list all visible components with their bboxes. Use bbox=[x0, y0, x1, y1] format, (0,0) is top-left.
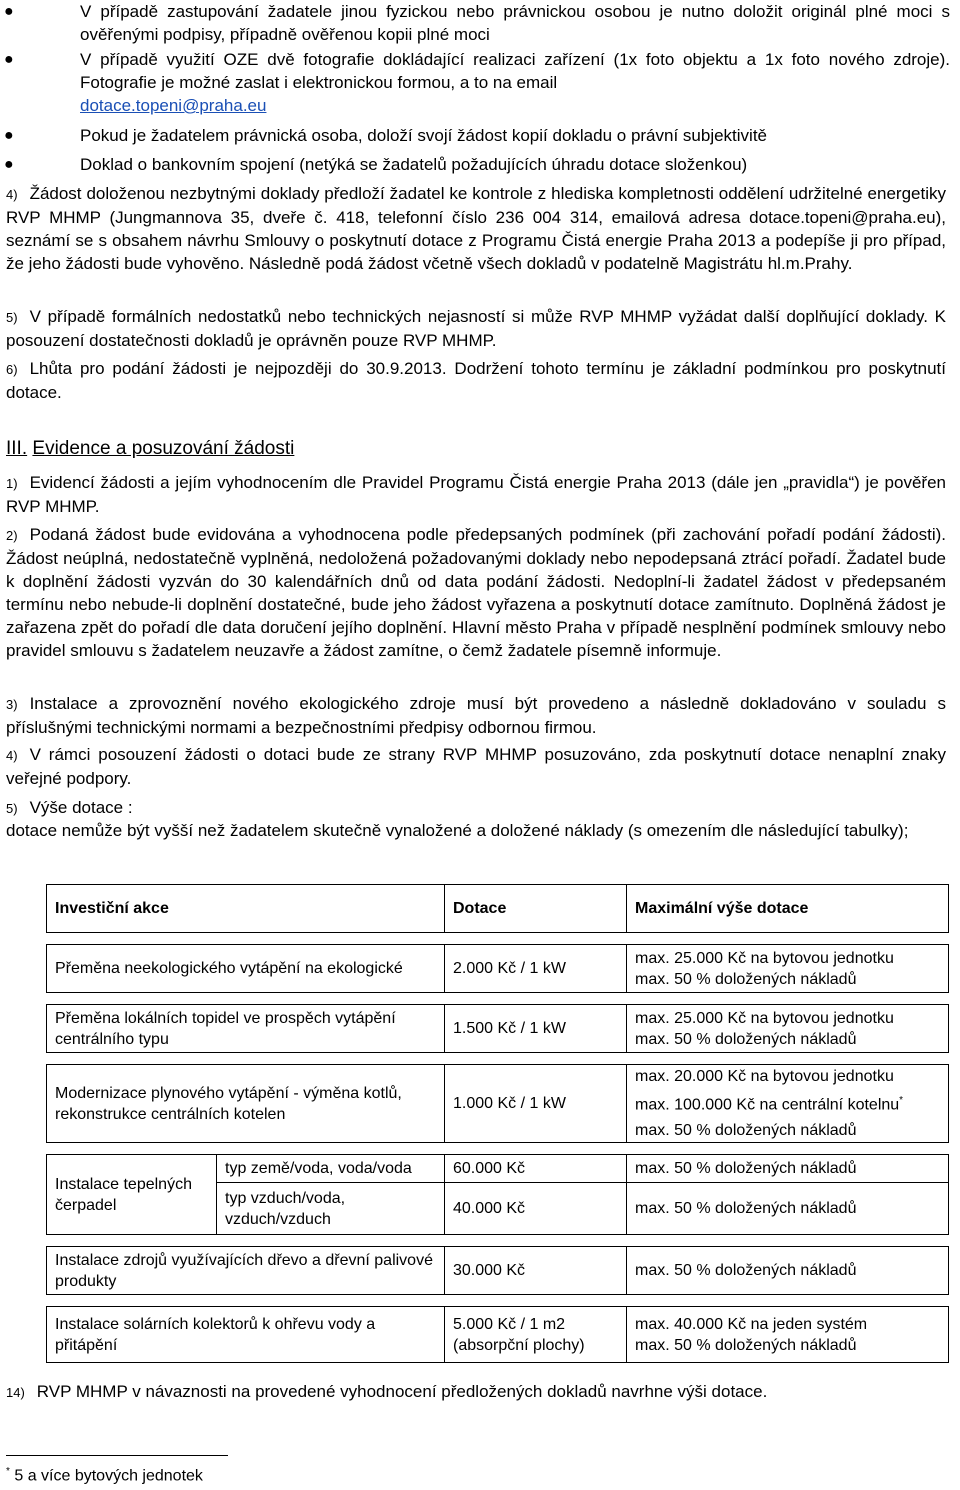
paragraph-14: 14) RVP MHMP v návaznosti na provedené vyhodnocení předložených dokladů navrhne výši dotace. bbox=[6, 1382, 768, 1401]
table-row: Instalace zdrojů využívajících dřevo a dřevní palivové produkty 30.000 Kč max. 50 % doložených nákladů bbox=[47, 1247, 949, 1295]
table-row: Modernizace plynového vytápění - výměna kotlů, rekonstrukce centrálních kotelen 1.000 Kč / 1 kW max. 20.000 Kč na bytovou jednotku max. 100.000 Kč na centrální kotelnu* max. 50 % doložených nákladů bbox=[47, 1065, 949, 1143]
table-row: Přeměna lokálních topidel ve prospěch vytápění centrálního typu 1.500 Kč / 1 kW max. 25.000 Kč na bytovou jednotku max. 50 % doložených nákladů bbox=[47, 1005, 949, 1053]
section-paragraph-2: 2) Podaná žádost bude evidována a vyhodnocena podle předepsaných podmínek (při zachování pořadí podání žádosti). Žádost neúplná, nedostatečně vyplněná, nedoložená požadovanými doklady nebo nepodepsaná ztrácí pořadí. Žadatel bude k doplnění žádosti vyzván do 30 kalendářních dnů od data podání žádosti. Nedoplní-li žadatel žádost v předepsaném termínu nebo nebude-li doplnění dostatečné, bude jeho žádost vyřazena a poskytnutí dotace zamítnuto. Doplněná žádost je zařazena zpět do pořadí dle data doručení jejího doplnění. Hlavní město Praha v případě nesplnění podmínek smlouvy nebo pravidel smlouvu s žadatelem neuzavře a žádost zamítne, o čemž žadatele písemně informuje. bbox=[6, 525, 946, 660]
section-paragraph-4: 4) V rámci posouzení žádosti o dotaci bude ze strany RVP MHMP posuzováno, zda poskytnutí dotace nenaplní znaky veřejné podpory. bbox=[6, 745, 946, 788]
footnote-divider bbox=[6, 1455, 228, 1456]
paragraph-6: 6) Lhůta pro podání žádosti je nejpozději do 30.9.2013. Dodržení tohoto termínu je základní podmínkou pro poskytnutí dotace. bbox=[6, 359, 946, 402]
section-paragraph-5: 5) Výše dotace : bbox=[6, 798, 133, 817]
table-header-row bbox=[47, 885, 949, 933]
bullet-icon: ● bbox=[4, 3, 14, 20]
section-paragraph-3: 3) Instalace a zprovoznění nového ekologického zdroje musí být provedeno a následně dokladováno v souladu s příslušnými technickými normami a bezpečnostními předpisy odbornou firmou. bbox=[6, 694, 946, 737]
bullet-icon: ● bbox=[4, 156, 14, 173]
footnote-mark: * bbox=[899, 1095, 904, 1107]
table-row: Přeměna neekologického vytápění na ekologické 2.000 Kč / 1 kW max. 25.000 Kč na bytovou jednotku max. 50 % doložených nákladů bbox=[47, 945, 949, 993]
table-row: Instalace tepelných čerpadel typ země/voda, voda/voda 60.000 Kč max. 50 % doložených nákladů bbox=[47, 1155, 949, 1183]
header-action: Investiční akce bbox=[47, 885, 445, 933]
subsidy-table bbox=[46, 884, 949, 1363]
table-row: typ vzduch/voda, vzduch/vzduch 40.000 Kč max. 50 % doložených nákladů bbox=[47, 1183, 949, 1235]
section-heading: III. Evidence a posuzování žádosti bbox=[6, 438, 295, 459]
bullet-text: Doklad o bankovním spojení (netýká se žadatelů požadujících úhradu dotace složenkou) bbox=[80, 155, 748, 174]
email-link[interactable]: dotace.topeni@praha.eu bbox=[80, 96, 267, 115]
bullet-text: Pokud je žadatelem právnická osoba, doloží svojí žádost kopií dokladu o právní subjektivitě bbox=[80, 126, 768, 145]
table-row: Instalace solárních kolektorů k ohřevu vody a přitápění 5.000 Kč / 1 m2 (absorpční plochy) max. 40.000 Kč na jeden systém max. 50 % doložených nákladů bbox=[47, 1307, 949, 1363]
header-max: Maximální výše dotace bbox=[627, 885, 949, 933]
bullet-text: V případě zastupování žadatele jinou fyzickou nebo právnickou osobou je nutno doložit originál plné moci s ověřenými podpisy, případně ověřenou kopii plné moci bbox=[80, 2, 950, 44]
paragraph-4: 4) Žádost doloženou nezbytnými doklady předloží žadatel ke kontrole z hlediska kompletnosti oddělení udržitelné energetiky RVP MHMP (Jungmannova 35, dveře č. 418, telefonní číslo 236 004 314, emailová adresa dotace.topeni@praha.eu), seznámí se s obsahem návrhu Smlouvy o poskytnutí dotace z Programu Čistá energie Praha 2013 a podepíše ji pro případ, že jeho žádosti bude vyhověno. Následně podá žádost včetně všech dokladů v podatelně Magistrátu hl.m.Prahy. bbox=[6, 184, 946, 273]
bullet-icon: ● bbox=[4, 51, 14, 68]
section-paragraph-5-body: dotace nemůže být vyšší než žadatelem skutečně vynaložené a doložené náklady (s omezením dle následující tabulky); bbox=[6, 821, 909, 840]
header-dotace: Dotace bbox=[445, 885, 627, 933]
bullet-icon: ● bbox=[4, 127, 14, 144]
section-paragraph-1: 1) Evidencí žádosti a jejím vyhodnocením dle Pravidel Programu Čistá energie Praha 2013 (dále jen „pravidla“) je pověřen RVP MHMP. bbox=[6, 473, 946, 516]
paragraph-5: 5) V případě formálních nedostatků nebo technických nejasností si může RVP MHMP vyžádat další doplňující doklady. K posouzení dostatečnosti dokladů je oprávněn pouze RVP MHMP. bbox=[6, 307, 946, 350]
footnote: * 5 a více bytových jednotek bbox=[6, 1466, 203, 1485]
bullet-text: V případě využití OZE dvě fotografie dokládající realizaci zařízení (1x foto objektu a 1x foto nového zdroje). Fotografie je možné zaslat i elektronickou formou, a to na email dotace.topeni@praha.eu bbox=[80, 50, 950, 115]
